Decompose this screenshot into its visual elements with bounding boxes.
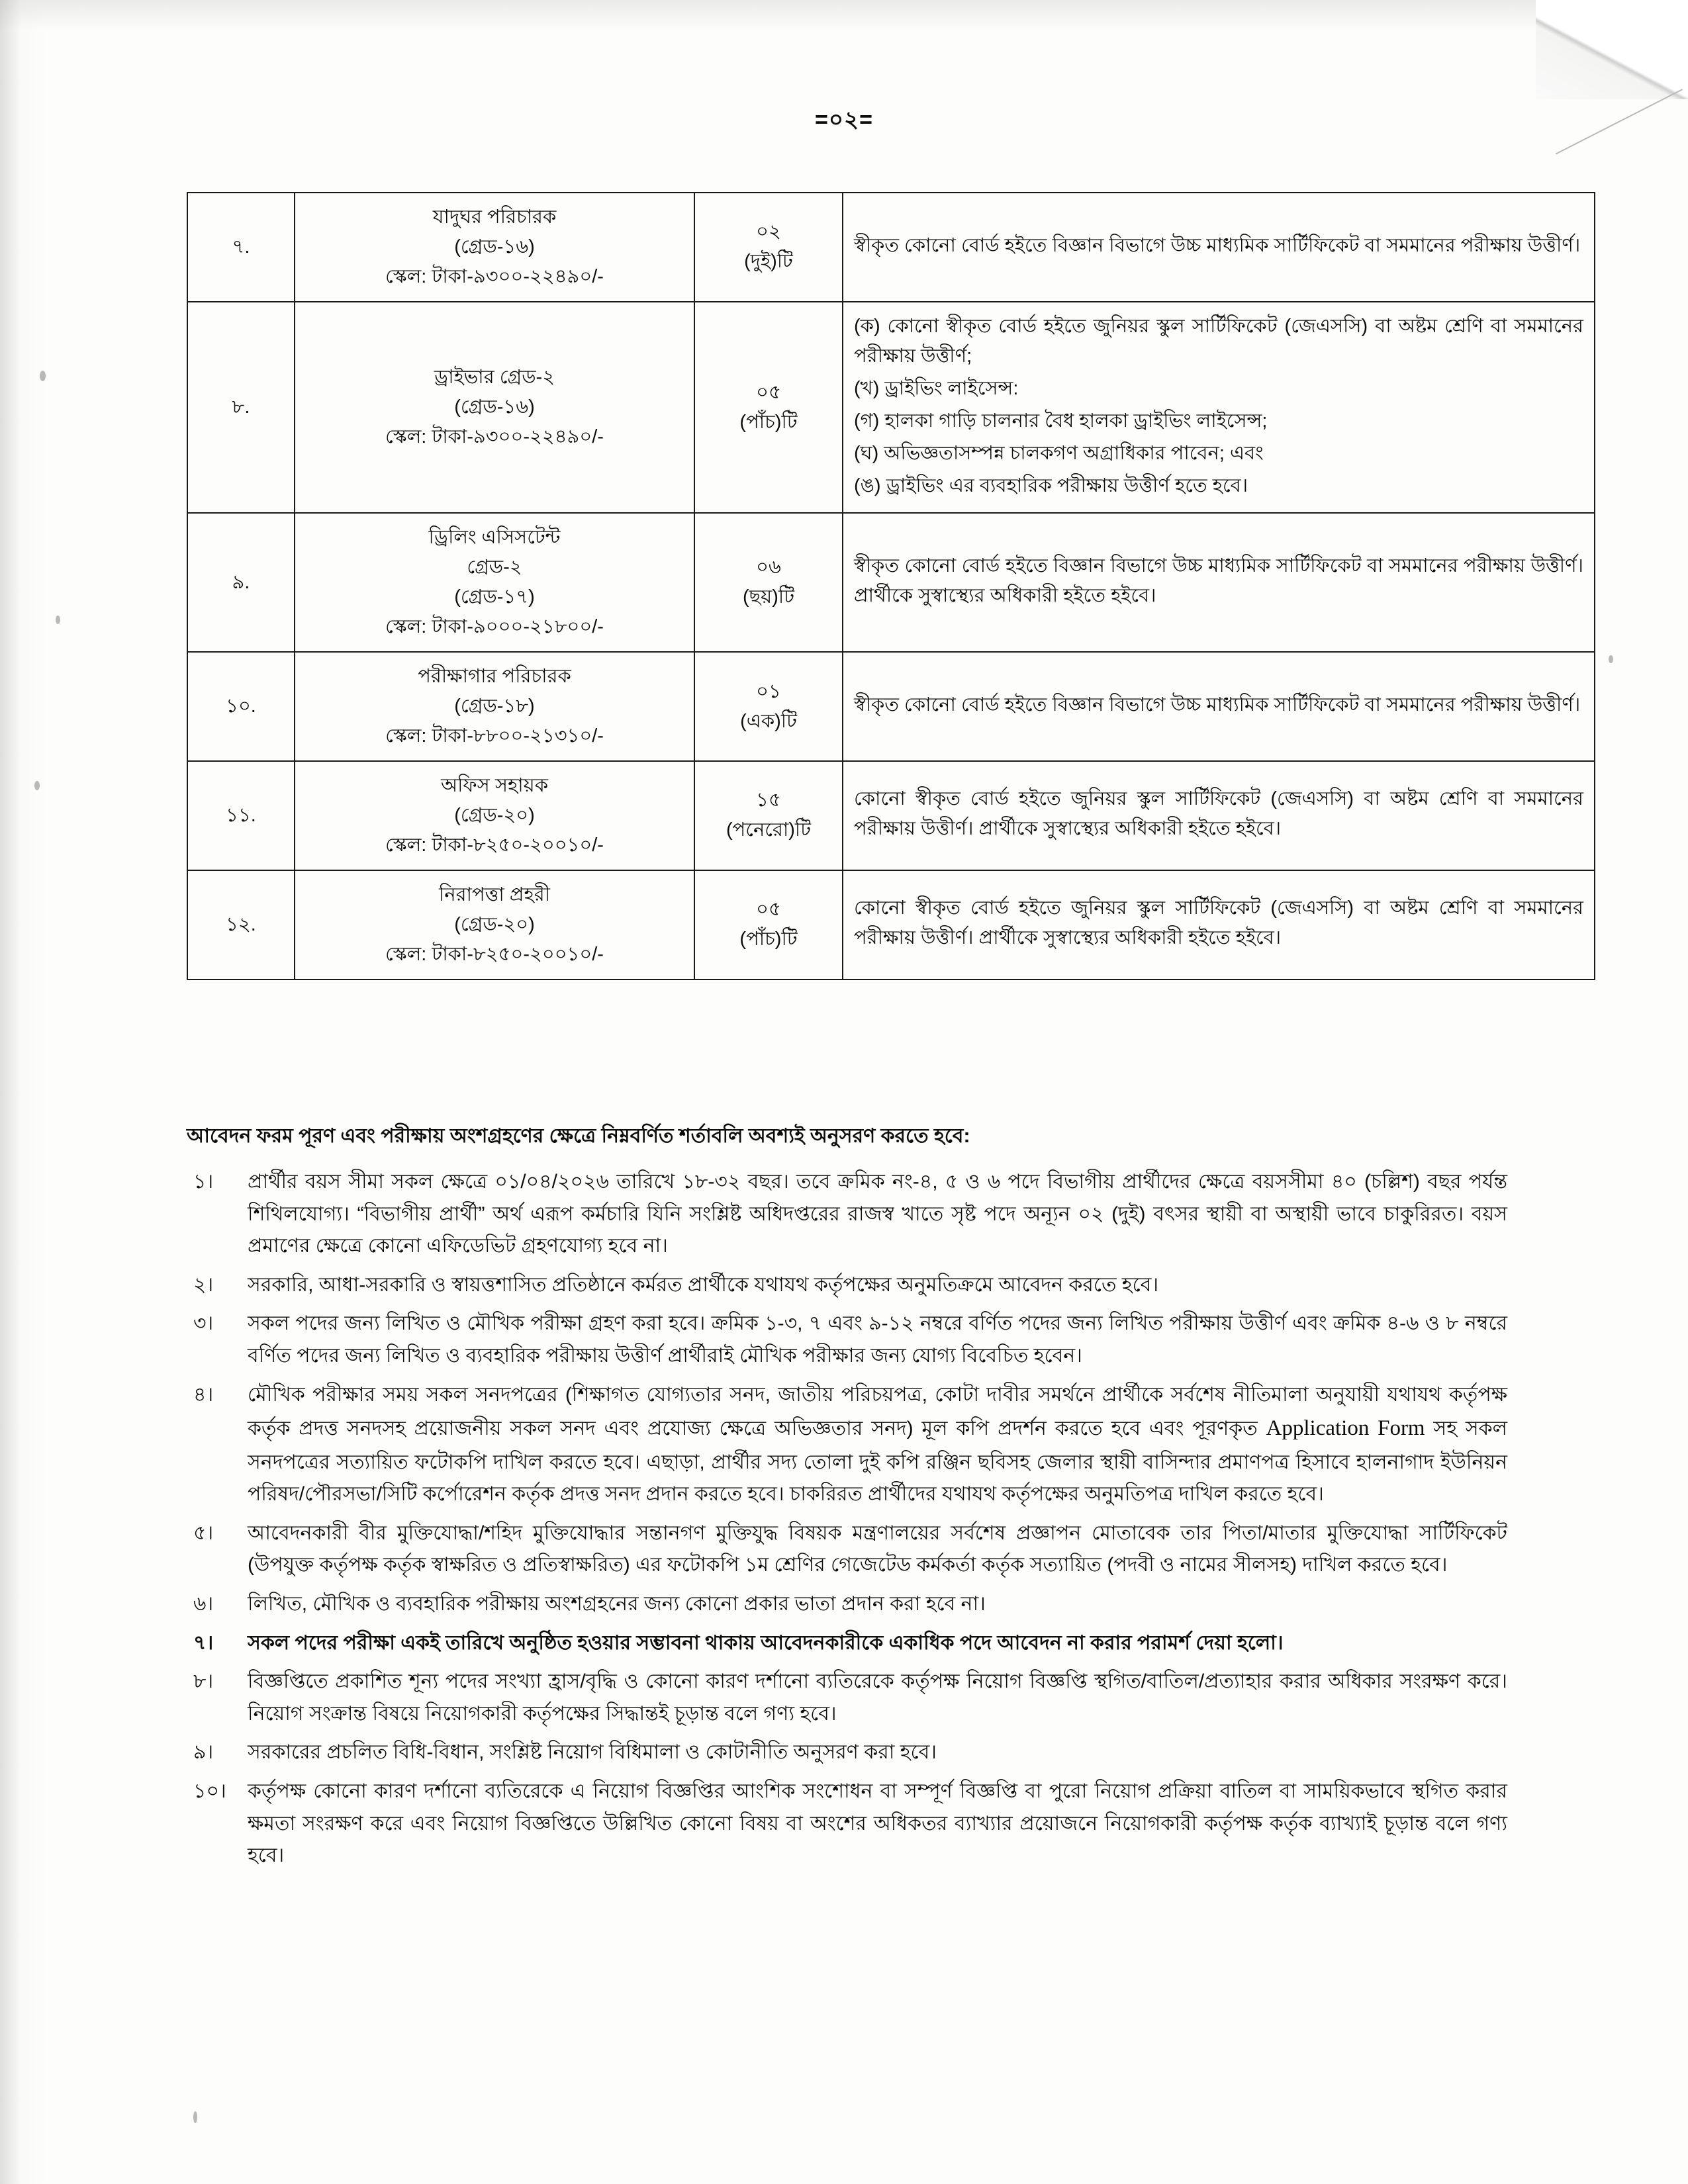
condition-text-post: সহ সকল সনদপত্রের সত্যায়িত ফটোকপি দাখিল করতে হবে। এছাড়া, প্রার্থীর সদ্য তোলা দুই কপি রঞ্জিন ছবিসহ জেলার স্থায়ী বাসিন্দার প্রমাণপত্র হিসাবে হালনাগাদ ইউনিয়ন পরিষদ/পৌরসভা/সিটি কর্পোরেশন কর্তৃক প্রদত্ত সনদ প্রদান করতে হবে। চাকরিরত প্রার্থীদের যথাযথ কর্তৃপক্ষের অনুমতিপত্র দাখিল করতে হবে। [248, 1418, 1507, 1506]
condition-number: ৫। [193, 1522, 214, 1544]
list-item [187, 1627, 1507, 1660]
condition-number: ৯। [193, 1741, 214, 1764]
vacancy-count: ০৫ [756, 381, 781, 403]
list-item [187, 1308, 1507, 1372]
post-name: ড্রিলিং এসিসটেন্ট [428, 527, 561, 549]
post-scale: স্কেল: টাকা-৯০০০-২১৮০০/- [385, 616, 604, 638]
table-row [187, 513, 1595, 652]
scan-speck [1609, 655, 1613, 663]
post-scale: স্কেল: টাকা-৮২৫০-২০০১০/- [385, 943, 604, 965]
condition-text: বিজ্ঞপ্তিতে প্রকাশিত শূন্য পদের সংখ্যা হ্রাস/বৃদ্ধি ও কোনো কারণ দর্শানো ব্যতিরেকে কর্তৃপক্ষ নিয়োগ বিজ্ঞপ্তি স্থগিত/বাতিল/প্রত্যাহার করার অধিকার সংরক্ষণ করে। নিয়োগ সংক্রান্ত বিষয়ে নিয়োগকারী কর্তৃপক্ষের সিদ্ধান্তই চূড়ান্ত বলে গণ্য হবে। [248, 1670, 1507, 1725]
requirement-line: কোনো স্বীকৃত বোর্ড হইতে জুনিয়র স্কুল সার্টিফিকেট (জেএসসি) বা অষ্টম শ্রেণি বা সমমানের পরীক্ষায় উত্তীর্ণ। প্রার্থীকে সুস্বাস্থ্যের অধিকারী হইতে হইবে। [854, 897, 1583, 949]
post-name: ড্রাইভার গ্রেড-২ [434, 367, 555, 388]
post-details-table [187, 192, 1595, 980]
page-corner-fold [1536, 0, 1688, 99]
list-item [187, 1379, 1507, 1511]
row-serial: ৭. [187, 193, 295, 302]
list-item [187, 1666, 1507, 1730]
row-requirement [843, 302, 1595, 514]
requirement-line: (গ) হালকা গাড়ি চালনার বৈধ হালকা ড্রাইভিং লাইসেন্স; [854, 410, 1268, 432]
scan-speck [34, 781, 40, 790]
requirement-line: কোনো স্বীকৃত বোর্ড হইতে জুনিয়র স্কুল সার্টিফিকেট (জেএসসি) বা অষ্টম শ্রেণি বা সমমানের পরীক্ষায় উত্তীর্ণ। প্রার্থীকে সুস্বাস্থ্যের অধিকারী হইতে হইবে। [854, 788, 1583, 840]
requirement-line: স্বীকৃত কোনো বোর্ড হইতে বিজ্ঞান বিভাগে উচ্চ মাধ্যমিক সার্টিফিকেট বা সমমানের পরীক্ষায় উত্তীর্ণ। প্রার্থীকে সুস্বাস্থ্যের অধিকারী হইতে হইবে। [854, 555, 1583, 607]
row-post [295, 870, 694, 979]
post-grade: (গ্রেড-১৬) [454, 396, 535, 418]
condition-number: ১০। [193, 1780, 226, 1802]
vacancy-words: (পনেরো)টি [726, 819, 812, 841]
condition-number: ৭। [193, 1631, 214, 1654]
table-row [187, 302, 1595, 514]
condition-number: ১। [193, 1171, 214, 1193]
post-scale: স্কেল: টাকা-৯৩০০-২২৪৯০/- [385, 265, 604, 287]
row-vacancy [694, 193, 843, 302]
row-post [295, 652, 694, 761]
table-row [187, 870, 1595, 979]
scan-edge-shadow-top [0, 0, 1688, 30]
scan-speck [40, 371, 46, 381]
row-serial: ৯. [187, 513, 295, 652]
row-post [295, 302, 694, 514]
vacancy-words: (দুই)টি [744, 251, 793, 273]
application-form-label: Application Form [1266, 1416, 1425, 1441]
vacancy-count: ০৫ [756, 899, 781, 921]
list-item [187, 1269, 1507, 1302]
vacancy-count: ০১ [756, 680, 781, 702]
post-name: অফিস সহায়ক [441, 775, 548, 796]
condition-number: ৮। [193, 1670, 214, 1693]
list-item [187, 1166, 1507, 1263]
row-requirement [843, 513, 1595, 652]
requirement-line: (ক) কোনো স্বীকৃত বোর্ড হইতে জুনিয়র স্কুল সার্টিফিকেট (জেএসসি) বা অষ্টম শ্রেণি বা সমমানের পরীক্ষায় উত্তীর্ণ; [854, 315, 1583, 367]
post-name: নিরাপত্তা প্রহরী [439, 884, 550, 905]
table-row [187, 761, 1595, 870]
row-requirement [843, 193, 1595, 302]
row-requirement [843, 870, 1595, 979]
post-grade: (গ্রেড-১৬) [454, 236, 535, 257]
requirement-line: (ঙ) ড্রাইভিং এর ব্যবহারিক পরীক্ষায় উত্তীর্ণ হতে হবে। [854, 475, 1248, 496]
condition-text: সকল পদের জন্য লিখিত ও মৌখিক পরীক্ষা গ্রহণ করা হবে। ক্রমিক ১-৩, ৭ এবং ৯-১২ নম্বরে বর্ণিত পদের জন্য লিখিত পরীক্ষায় উত্তীর্ণ এবং ক্রমিক ৪-৬ ও ৮ নম্বরে বর্ণিত পদের জন্য লিখিত ও ব্যবহারিক পরীক্ষায় উত্তীর্ণ প্রার্থীরাই মৌখিক পরীক্ষার জন্য যোগ্য বিবেচিত হবেন। [248, 1312, 1507, 1367]
list-item [187, 1737, 1507, 1769]
row-serial: ১১. [187, 761, 295, 870]
post-scale: স্কেল: টাকা-৮২৫০-২০০১০/- [385, 834, 604, 856]
row-vacancy [694, 761, 843, 870]
condition-number: ৬। [193, 1592, 214, 1615]
requirement-line: (ঘ) অভিজ্ঞতাসম্পন্ন চালকগণ অগ্রাধিকার পাবেন; এবং [854, 442, 1264, 464]
post-table-body [187, 193, 1595, 979]
post-grade: (গ্রেড-২০) [454, 804, 535, 826]
list-item [187, 1518, 1507, 1582]
condition-text: আবেদনকারী বীর মুক্তিযোদ্ধা/শহিদ মুক্তিযোদ্ধার সন্তানগণ মুক্তিযুদ্ধ বিষয়ক মন্ত্রণালয়ের সর্বশেষ প্রজ্ঞাপন মোতাবেক তার পিতা/মাতার মুক্তিযোদ্ধা সার্টিফিকেট (উপযুক্ত কর্তৃপক্ষ কর্তৃক স্বাক্ষরিত ও প্রতিস্বাক্ষরিত) এর ফটোকপি ১ম শ্রেণির গেজেটেড কর্মকর্তা কর্তৃক সত্যায়িত (পদবী ও নামের সীলসহ) দাখিল করতে হবে। [248, 1522, 1507, 1576]
condition-text [248, 1379, 1507, 1511]
table-row [187, 652, 1595, 761]
post-scale: স্কেল: টাকা-৮৮০০-২১৩১০/- [385, 725, 604, 747]
row-vacancy [694, 302, 843, 514]
vacancy-count: ০২ [756, 221, 781, 243]
post-grade-extra: (গ্রেড-১৭) [454, 586, 535, 608]
condition-text: লিখিত, মৌখিক ও ব্যবহারিক পরীক্ষায় অংশগ্রহনের জন্য কোনো প্রকার ভাতা প্রদান করা হবে না। [248, 1592, 986, 1615]
condition-text: সরকারের প্রচলিত বিধি-বিধান, সংশ্লিষ্ট নিয়োগ বিধিমালা ও কোটানীতি অনুসরণ করা হবে। [248, 1741, 937, 1764]
vacancy-words: (এক)টি [740, 710, 797, 732]
vacancy-count: ১৫ [756, 790, 781, 811]
condition-text: প্রার্থীর বয়স সীমা সকল ক্ষেত্রে ০১/০৪/২০২৬ তারিখে ১৮-৩২ বছর। তবে ক্রমিক নং-৪, ৫ ও ৬ পদে বিভাগীয় প্রার্থীদের ক্ষেত্রে বয়সসীমা ৪০ (চল্লিশ) বছর পর্যন্ত শিথিলযোগ্য। “বিভাগীয় প্রার্থী” অর্থ এরূপ কর্মচারি যিনি সংশ্লিষ্ট অধিদপ্তরের রাজস্ব খাতে সৃষ্ট পদে অন্যূন ০২ (দুই) বৎসর স্থায়ী বা অস্থায়ী ভাবে চাকুরিরত। বয়স প্রমাণের ক্ষেত্রে কোনো এফিডেভিট গ্রহণযোগ্য হবে না। [248, 1171, 1507, 1257]
list-item [187, 1588, 1507, 1621]
post-grade: (গ্রেড-২০) [454, 913, 535, 935]
row-requirement [843, 761, 1595, 870]
list-item [187, 1776, 1507, 1872]
vacancy-words: (পাঁচ)টি [739, 411, 798, 433]
post-grade: (গ্রেড-১৮) [454, 696, 535, 717]
requirement-line: স্বীকৃত কোনো বোর্ড হইতে বিজ্ঞান বিভাগে উচ্চ মাধ্যমিক সার্টিফিকেট বা সমমানের পরীক্ষায় উত্তীর্ণ। [854, 234, 1581, 256]
conditions-intro: আবেদন ফরম পূরণ এবং পরীক্ষায় অংশগ্রহণের ক্ষেত্রে নিম্নবর্ণিত শর্তাবলি অবশ্যই অনুসরণ করতে হবে: [187, 1125, 970, 1147]
conditions-list [187, 1166, 1507, 1879]
requirement-line: (খ) ড্রাইভিং লাইসেন্স: [854, 377, 1019, 399]
row-vacancy [694, 652, 843, 761]
condition-text: কর্তৃপক্ষ কোনো কারণ দর্শানো ব্যতিরেকে এ নিয়োগ বিজ্ঞপ্তির আংশিক সংশোধন বা সম্পূর্ণ বিজ্ঞপ্তি বা পুরো নিয়োগ প্রক্রিয়া বাতিল বা সাময়িকভাবে স্থগিত করার ক্ষমতা সংরক্ষণ করে এবং নিয়োগ বিজ্ঞপ্তিতে উল্লিখিত কোনো বিষয় বা অংশের অধিকতর ব্যাখ্যার প্রয়োজনে নিয়োগকারী কর্তৃপক্ষ কর্তৃক ব্যাখ্যাই চূড়ান্ত বলে গণ্য হবে। [248, 1780, 1507, 1867]
scan-speck [193, 2111, 197, 2123]
page-number: =০২= [815, 107, 873, 132]
post-name: যাদুঘর পরিচারক [432, 206, 557, 228]
vacancy-words: (ছয়)টি [742, 586, 795, 608]
post-name: পরীক্ষাগার পরিচারক [418, 666, 571, 688]
post-grade: গ্রেড-২ [467, 557, 522, 578]
condition-text: সরকারি, আধা-সরকারি ও স্বায়ত্তশাসিত প্রতিষ্ঠানে কর্মরত প্রার্থীকে যথাযথ কর্তৃপক্ষের অনুমতিক্রমে আবেদন করতে হবে। [248, 1273, 1159, 1296]
row-serial: ১২. [187, 870, 295, 979]
row-post [295, 761, 694, 870]
vacancy-count: ০৬ [756, 557, 781, 578]
requirement-line: স্বীকৃত কোনো বোর্ড হইতে বিজ্ঞান বিভাগে উচ্চ মাধ্যমিক সার্টিফিকেট বা সমমানের পরীক্ষায় উত্তীর্ণ। [854, 694, 1581, 716]
table-row [187, 193, 1595, 302]
row-post [295, 193, 694, 302]
condition-text: সকল পদের পরীক্ষা একই তারিখে অনুষ্ঠিত হওয়ার সম্ভাবনা থাকায় আবেদনকারীকে একাধিক পদে আবেদন না করার পরামর্শ দেয়া হলো। [248, 1631, 1284, 1654]
row-post [295, 513, 694, 652]
row-requirement [843, 652, 1595, 761]
row-vacancy [694, 870, 843, 979]
condition-text-pre: মৌখিক পরীক্ষার সময় সকল সনদপত্রের (শিক্ষাগত যোগ্যতার সনদ, জাতীয় পরিচয়পত্র, কোটা দাবীর সমর্থনে প্রার্থীকে সর্বশেষ নীতিমালা অনুযায়ী যথাযথ কর্তৃপক্ষ কর্তৃক প্রদত্ত সনদসহ প্রয়োজনীয় সকল সনদ এবং প্রযোজ্য ক্ষেত্রে অভিজ্ঞতার সনদ) মূল কপি প্রদর্শন করতে হবে এবং পূরণকৃত [248, 1383, 1507, 1440]
vacancy-words: (পাঁচ)টি [739, 929, 798, 950]
row-serial: ৮. [187, 302, 295, 514]
scan-edge-shadow-left [0, 0, 46, 2184]
condition-number: ৩। [193, 1312, 214, 1335]
condition-number: ৪। [193, 1383, 214, 1406]
condition-number: ২। [193, 1273, 214, 1296]
row-serial: ১০. [187, 652, 295, 761]
scan-speck [56, 615, 60, 624]
row-vacancy [694, 513, 843, 652]
post-scale: স্কেল: টাকা-৯৩০০-২২৪৯০/- [385, 426, 604, 448]
